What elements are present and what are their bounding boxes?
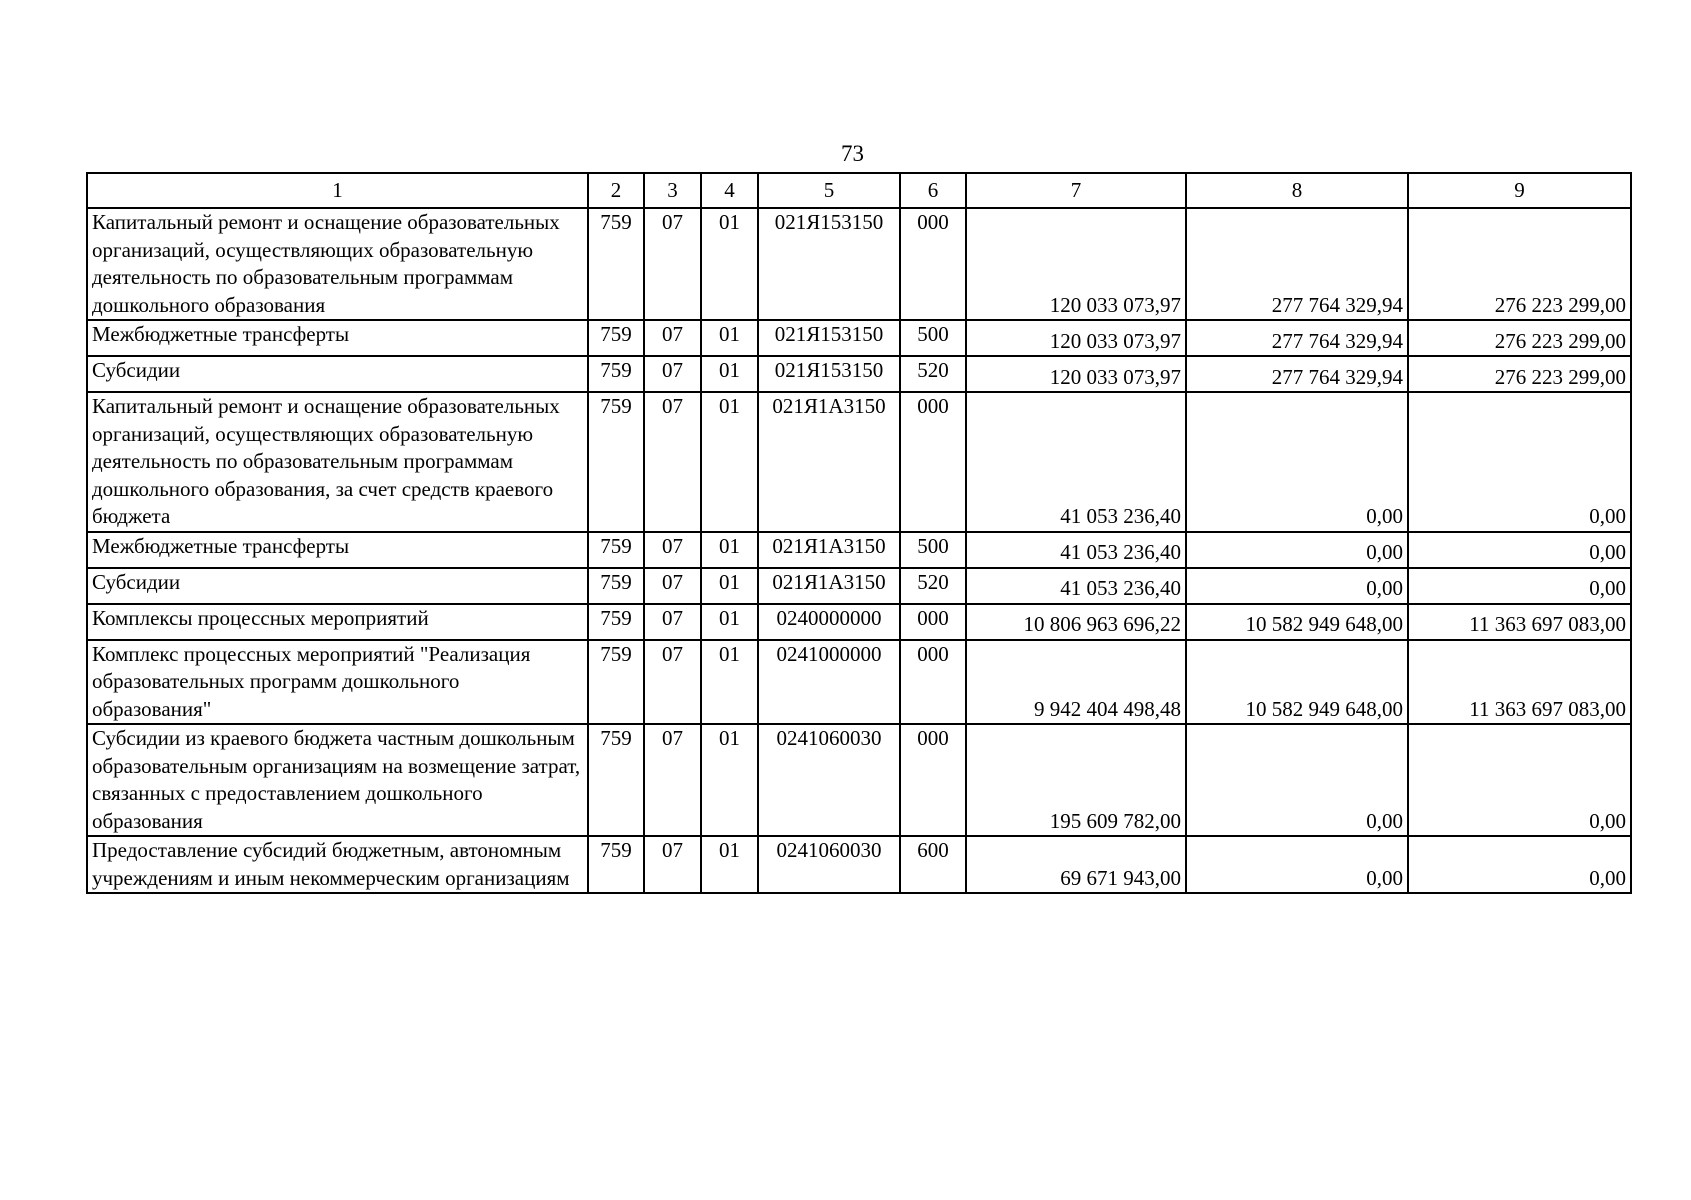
row-name-cell: Субсидии xyxy=(87,356,588,392)
row-code-cell: 01 xyxy=(701,836,758,893)
header-cell: 3 xyxy=(644,173,701,208)
row-amount-cell: 10 806 963 696,22 xyxy=(966,604,1186,640)
table-row xyxy=(87,836,1631,893)
row-code-cell: 021Я153150 xyxy=(758,208,900,320)
row-code-cell: 759 xyxy=(588,836,644,893)
table-row xyxy=(87,604,1631,640)
row-code-cell: 07 xyxy=(644,724,701,836)
row-amount-cell: 41 053 236,40 xyxy=(966,568,1186,604)
row-amount-cell: 0,00 xyxy=(1408,724,1631,836)
row-code-cell: 520 xyxy=(900,356,966,392)
row-code-cell: 07 xyxy=(644,604,701,640)
row-code-cell: 01 xyxy=(701,604,758,640)
header-cell: 7 xyxy=(966,173,1186,208)
row-code-cell: 759 xyxy=(588,532,644,568)
row-code-cell: 021Я153150 xyxy=(758,356,900,392)
row-code-cell: 500 xyxy=(900,320,966,356)
row-code-cell: 01 xyxy=(701,320,758,356)
row-amount-cell: 0,00 xyxy=(1408,392,1631,532)
row-name-cell: Межбюджетные трансферты xyxy=(87,320,588,356)
row-name-cell: Капитальный ремонт и оснащение образовательных организаций, осуществляющих образовательную деятельность по образовательным программам дошкольного образования xyxy=(87,208,588,320)
row-name-cell: Межбюджетные трансферты xyxy=(87,532,588,568)
row-code-cell: 01 xyxy=(701,568,758,604)
row-code-cell: 0241060030 xyxy=(758,724,900,836)
row-code-cell: 759 xyxy=(588,392,644,532)
header-cell: 4 xyxy=(701,173,758,208)
row-name-cell: Капитальный ремонт и оснащение образовательных организаций, осуществляющих образовательную деятельность по образовательным программам дошкольного образования, за счет средств краевого бюджета xyxy=(87,392,588,532)
row-code-cell: 759 xyxy=(588,208,644,320)
row-code-cell: 021Я1А3150 xyxy=(758,392,900,532)
row-code-cell: 01 xyxy=(701,356,758,392)
row-code-cell: 0241000000 xyxy=(758,640,900,725)
row-amount-cell: 120 033 073,97 xyxy=(966,356,1186,392)
row-code-cell: 021Я153150 xyxy=(758,320,900,356)
row-amount-cell: 41 053 236,40 xyxy=(966,532,1186,568)
table-row xyxy=(87,356,1631,392)
row-code-cell: 759 xyxy=(588,568,644,604)
row-code-cell: 759 xyxy=(588,320,644,356)
row-name-cell: Комплекс процессных мероприятий "Реализация образовательных программ дошкольного образования" xyxy=(87,640,588,725)
row-code-cell: 000 xyxy=(900,640,966,725)
row-code-cell: 021Я1А3150 xyxy=(758,532,900,568)
row-code-cell: 01 xyxy=(701,392,758,532)
row-amount-cell: 11 363 697 083,00 xyxy=(1408,604,1631,640)
row-code-cell: 01 xyxy=(701,532,758,568)
row-code-cell: 0240000000 xyxy=(758,604,900,640)
row-code-cell: 000 xyxy=(900,604,966,640)
row-code-cell: 07 xyxy=(644,208,701,320)
row-code-cell: 000 xyxy=(900,208,966,320)
header-cell: 8 xyxy=(1186,173,1408,208)
row-code-cell: 000 xyxy=(900,392,966,532)
row-code-cell: 07 xyxy=(644,356,701,392)
row-amount-cell: 0,00 xyxy=(1408,836,1631,893)
header-cell: 1 xyxy=(87,173,588,208)
row-code-cell: 07 xyxy=(644,392,701,532)
row-amount-cell: 277 764 329,94 xyxy=(1186,356,1408,392)
row-code-cell: 07 xyxy=(644,532,701,568)
row-amount-cell: 9 942 404 498,48 xyxy=(966,640,1186,725)
row-amount-cell: 0,00 xyxy=(1408,532,1631,568)
row-code-cell: 759 xyxy=(588,604,644,640)
row-amount-cell: 0,00 xyxy=(1186,724,1408,836)
row-amount-cell: 10 582 949 648,00 xyxy=(1186,640,1408,725)
row-name-cell: Комплексы процессных мероприятий xyxy=(87,604,588,640)
row-code-cell: 759 xyxy=(588,356,644,392)
row-amount-cell: 10 582 949 648,00 xyxy=(1186,604,1408,640)
row-code-cell: 759 xyxy=(588,640,644,725)
page-number: 73 xyxy=(841,141,864,166)
table-row xyxy=(87,568,1631,604)
row-code-cell: 07 xyxy=(644,836,701,893)
table-row xyxy=(87,724,1631,836)
row-code-cell: 01 xyxy=(701,640,758,725)
row-amount-cell: 11 363 697 083,00 xyxy=(1408,640,1631,725)
row-amount-cell: 0,00 xyxy=(1186,532,1408,568)
row-code-cell: 759 xyxy=(588,724,644,836)
row-code-cell: 07 xyxy=(644,320,701,356)
row-amount-cell: 0,00 xyxy=(1186,836,1408,893)
row-amount-cell: 41 053 236,40 xyxy=(966,392,1186,532)
row-code-cell: 07 xyxy=(644,640,701,725)
row-code-cell: 021Я1А3150 xyxy=(758,568,900,604)
row-amount-cell: 195 609 782,00 xyxy=(966,724,1186,836)
table-row xyxy=(87,320,1631,356)
row-amount-cell: 120 033 073,97 xyxy=(966,320,1186,356)
header-cell: 6 xyxy=(900,173,966,208)
table-row xyxy=(87,208,1631,320)
row-code-cell: 000 xyxy=(900,724,966,836)
table-row xyxy=(87,392,1631,532)
row-amount-cell: 276 223 299,00 xyxy=(1408,208,1631,320)
row-amount-cell: 276 223 299,00 xyxy=(1408,356,1631,392)
row-code-cell: 01 xyxy=(701,724,758,836)
header-cell: 9 xyxy=(1408,173,1631,208)
row-amount-cell: 0,00 xyxy=(1408,568,1631,604)
row-name-cell: Субсидии из краевого бюджета частным дошкольным образовательным организациям на возмещение затрат, связанных с предоставлением дошкольного образования xyxy=(87,724,588,836)
row-amount-cell: 69 671 943,00 xyxy=(966,836,1186,893)
table-row xyxy=(87,532,1631,568)
row-code-cell: 500 xyxy=(900,532,966,568)
table-header-row xyxy=(87,173,1631,208)
row-amount-cell: 0,00 xyxy=(1186,568,1408,604)
row-code-cell: 07 xyxy=(644,568,701,604)
row-amount-cell: 277 764 329,94 xyxy=(1186,208,1408,320)
budget-table xyxy=(86,172,1632,894)
row-amount-cell: 120 033 073,97 xyxy=(966,208,1186,320)
row-amount-cell: 276 223 299,00 xyxy=(1408,320,1631,356)
row-code-cell: 520 xyxy=(900,568,966,604)
row-amount-cell: 0,00 xyxy=(1186,392,1408,532)
row-name-cell: Субсидии xyxy=(87,568,588,604)
header-cell: 2 xyxy=(588,173,644,208)
header-cell: 5 xyxy=(758,173,900,208)
row-amount-cell: 277 764 329,94 xyxy=(1186,320,1408,356)
row-code-cell: 01 xyxy=(701,208,758,320)
row-code-cell: 600 xyxy=(900,836,966,893)
row-code-cell: 0241060030 xyxy=(758,836,900,893)
row-name-cell: Предоставление субсидий бюджетным, автономным учреждениям и иным некоммерческим организациям xyxy=(87,836,588,893)
table-row xyxy=(87,640,1631,725)
